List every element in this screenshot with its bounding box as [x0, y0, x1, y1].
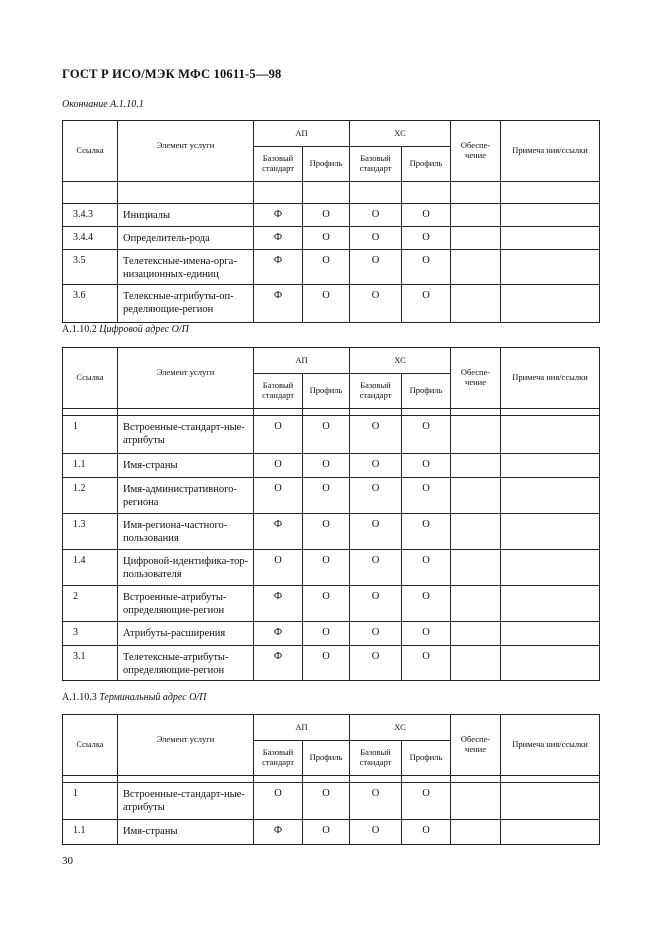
table1-caption: Окончание А.1.10.1 — [62, 99, 144, 110]
table-ending-a1101 — [62, 120, 600, 323]
table-row: 1 Встроенные-стандарт-ные-атрибуты О О О О — [63, 783, 600, 820]
col-xs-base: Базовый стандарт — [350, 147, 402, 182]
col-ref: Ссылка — [63, 348, 118, 409]
col-ap: АП — [254, 715, 350, 741]
table-row: 1.3 Имя-региона-частного-пользования Ф О О О — [63, 514, 600, 550]
table-row: 1.2 Имя-административного-региона О О О О — [63, 478, 600, 514]
col-xs: ХС — [350, 121, 451, 147]
col-ref: Ссылка — [63, 121, 118, 182]
col-ap-base: Базовый стандарт — [254, 741, 303, 776]
col-xs-base: Базовый стандарт — [350, 374, 402, 409]
col-support: Обеспе-чение — [451, 715, 501, 776]
page-number: 30 — [62, 855, 73, 867]
table-row: 1 Встроенные-стандарт-ные-атрибуты О О О О — [63, 416, 600, 454]
col-ap-base: Базовый стандарт — [254, 147, 303, 182]
col-xs: ХС — [350, 715, 451, 741]
col-xs-profile: Профиль — [402, 374, 451, 409]
col-element: Элемент услуги — [118, 715, 254, 776]
col-element: Элемент услуги — [118, 121, 254, 182]
col-xs-base: Базовый стандарт — [350, 741, 402, 776]
col-xs-profile: Профиль — [402, 147, 451, 182]
table2-caption: А.1.10.2 Цифровой адрес О/П — [62, 324, 189, 335]
col-ap-profile: Профиль — [303, 147, 350, 182]
table-row: 3 Атрибуты-расширения Ф О О О — [63, 622, 600, 646]
col-ap: АП — [254, 121, 350, 147]
col-support: Обеспе-чение — [451, 121, 501, 182]
col-ap-profile: Профиль — [303, 741, 350, 776]
col-support: Обеспе-чение — [451, 348, 501, 409]
col-ap-base: Базовый стандарт — [254, 374, 303, 409]
table-row: 3.6 Телексные-атрибуты-оп-ределяющие-регион Ф О О О — [63, 285, 600, 323]
col-ap-profile: Профиль — [303, 374, 350, 409]
table-terminal-address — [62, 714, 600, 845]
col-ap: АП — [254, 348, 350, 374]
col-notes: Примеча ния/ссылки — [501, 121, 600, 182]
table-row: 3.1 Телетексные-атрибуты-определяющие-регион Ф О О О — [63, 646, 600, 681]
table-row: 3.4.4 Определитель-рода Ф О О О — [63, 227, 600, 250]
col-notes: Примеча ния/ссылки — [501, 348, 600, 409]
table-row: 2 Встроенные-атрибуты-определяющие-регион Ф О О О — [63, 586, 600, 622]
col-ref: Ссылка — [63, 715, 118, 776]
table-row: 1.1 Имя-страны О О О О — [63, 454, 600, 478]
table-row: 1.4 Цифровой-идентифика-тор-пользователя О О О О — [63, 550, 600, 586]
table-row: 3.4.3 Инициалы Ф О О О — [63, 204, 600, 227]
col-xs: ХС — [350, 348, 451, 374]
col-notes: Примеча ния/ссылки — [501, 715, 600, 776]
col-element: Элемент услуги — [118, 348, 254, 409]
document-header: ГОСТ Р ИСО/МЭК МФС 10611-5—98 — [62, 67, 282, 81]
table3-caption: А.1.10.3 Терминальный адрес О/П — [62, 692, 207, 703]
col-xs-profile: Профиль — [402, 741, 451, 776]
table-digital-address — [62, 347, 600, 681]
table-row: 3.5 Телетексные-имена-орга-низационных-единиц Ф О О О — [63, 250, 600, 285]
table-row: 1.1 Имя-страны Ф О О О — [63, 820, 600, 845]
